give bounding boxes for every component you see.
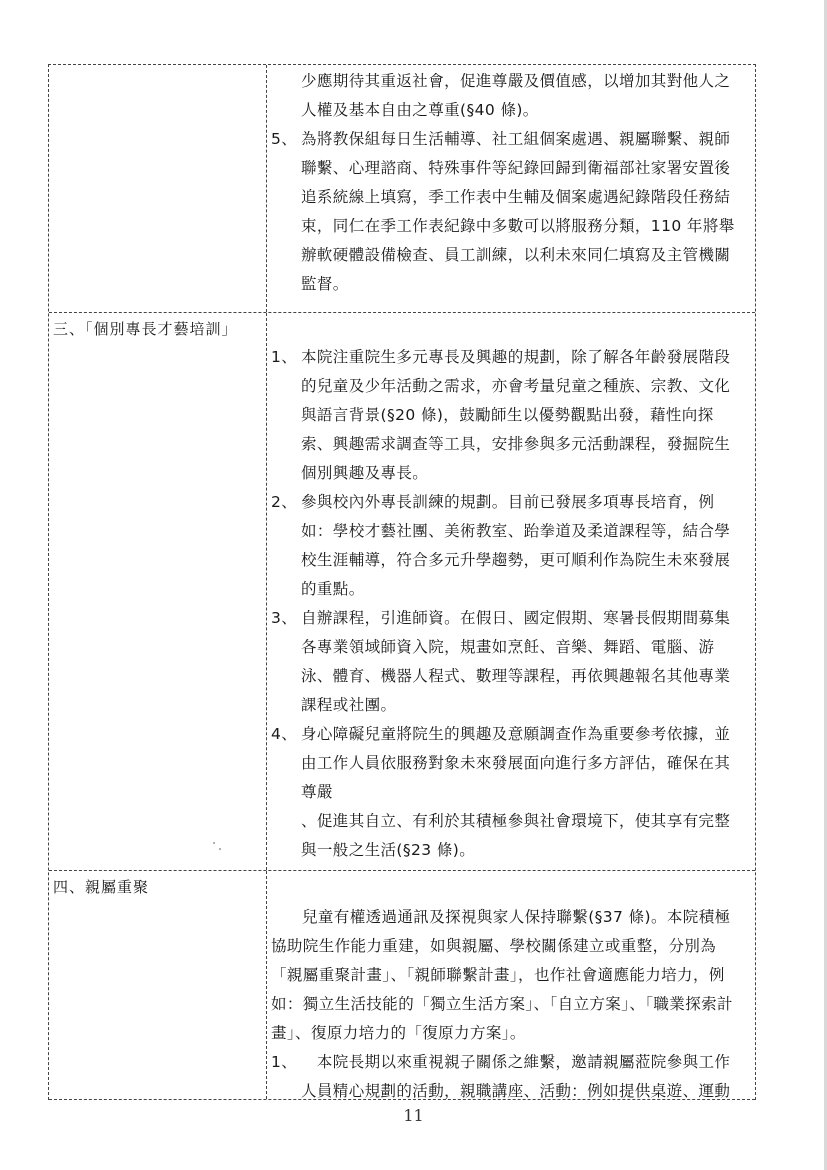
table-row: [49, 65, 755, 313]
table-row: [49, 871, 755, 1100]
section-label-cell: 三、「個別專長才藝培訓」: [49, 313, 267, 870]
item-text: 為將教保組每日生活輔導、社工組個案處遇、親屬聯繫、親師聯繫、心理諮商、特殊事件等紀錄回歸到衛福部社家署安置後追系統線上填寫，季工作表中生輔及個案處遇紀錄階段任務結束，同仁在季工作表紀錄中多數可以將服務分類，110 年將舉辦軟硬體設備檢查、員工訓練，以利未來同仁填寫及主管機關監督。: [301, 130, 735, 293]
continued-text: 少應期待其重返社會，促進尊嚴及價值感，以增加其對他人之人權及基本自由之尊重(§40 條)。: [301, 72, 731, 119]
item-text: 參與校內外專長訓練的規劃。目前已發展多項專長培育，例如：學校才藝社團、美術教室、跆拳道及柔道課程等，結合學校生涯輔導，符合多元升學趨勢，更可順利作為院生未來發展的重點。: [301, 493, 731, 598]
list-item: [271, 604, 743, 720]
item-number: 5、: [271, 130, 298, 148]
item-text: 本院長期以來重視親子關係之維繫，邀請親屬蒞院參與工作人員精心規劃的活動，親職講座、活動：例如提供桌遊、運動: [301, 1053, 731, 1100]
item-number: 4、: [271, 725, 298, 743]
item-text: [301, 720, 743, 865]
item-number: 1、: [271, 348, 298, 366]
item-number: 3、: [271, 609, 298, 627]
list-item: [271, 125, 743, 299]
item-text-part: 身心障礙兒童將院生的興趣及意願調查作為重要參考依據，並由工作人員依服務對象未來發展面向進行多方評估，確保在其尊嚴: [301, 725, 731, 801]
list-item: [271, 343, 743, 488]
item-number: 2、: [271, 493, 298, 511]
item-text: 自辦課程，引進師資。在假日、國定假期、寒暑長假期間募集各專業領域師資入院，規畫如烹飪、音樂、舞蹈、電腦、游泳、體育、機器人程式、數理等課程，再依興趣報名其他專業課程或社團。: [301, 609, 731, 714]
list-item: [271, 488, 743, 604]
section-label-cell: [49, 65, 267, 312]
item-text-part: 、促進其自立、有利於其積極參與社會環境下，使其享有完整與一般之生活(§23 條)。: [301, 812, 731, 859]
section-content-cell: [267, 313, 755, 870]
section-label-cell: 四、親屬重聚: [49, 871, 267, 1099]
document-table: [48, 64, 756, 1100]
scan-speck: [213, 842, 215, 844]
list-item: [271, 720, 743, 865]
scan-speck: [219, 848, 221, 850]
list-item: [271, 1048, 743, 1106]
page-number: 11: [403, 1106, 424, 1125]
table-row: [49, 313, 755, 871]
section-paragraph: 兒童有權透過通訊及探視與家人保持聯繫(§37 條)。本院積極協助院生作能力重建，如與親屬、學校關係建立或重整，分別為「親屬重聚計畫」、「親師聯繫計畫」，也作社會適應能力培力，例如：獨立生活技能的「獨立生活方案」、「自立方案」、「職業探索計畫」、復原力培力的「復原力方案」。: [271, 908, 733, 1042]
section-content-cell: [267, 871, 755, 1099]
item-text: 本院注重院生多元專長及興趣的規劃，除了解各年齡發展階段的兒童及少年活動之需求，亦會考量兒童之種族、宗教、文化與語言背景(§20 條)，鼓勵師生以優勢觀點出發，藉性向探索、興趣需求調查等工具，安排參與多元活動課程，發掘院生個別興趣及專長。: [301, 348, 731, 482]
item-number: 1、: [271, 1053, 298, 1071]
section-content-cell: [267, 65, 755, 312]
